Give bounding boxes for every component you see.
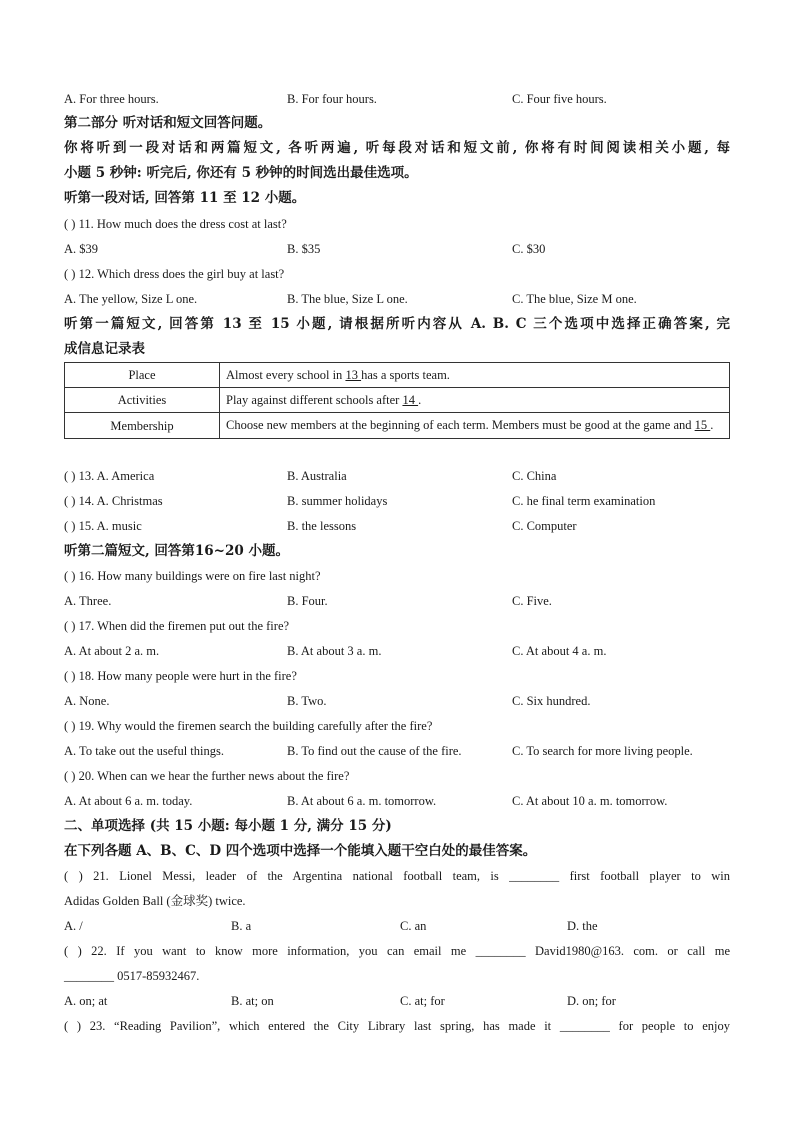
q12-option-a: A. The yellow, Size L one. (64, 292, 198, 306)
q15-option-c: C. Computer (512, 519, 577, 533)
q21-stem-line1: ( ) 21. Lionel Messi, leader of the Argentina national football team, is ________ first football player to win (64, 869, 730, 883)
single-choice-heading: 二、单项选择 (共 15 小题: 每小题 1 分, 满分 15 分) (64, 818, 392, 834)
q21-option-a: A. / (64, 919, 83, 933)
q21-option-d: D. the (567, 919, 598, 933)
q23-stem-line1: ( ) 23. “Reading Pavilion”, which entered the City Library last spring, has made it ________ for people to enjoy (64, 1019, 730, 1033)
q19-option-a: A. To take out the useful things. (64, 744, 224, 758)
q17-option-c: C. At about 4 a. m. (512, 644, 607, 658)
q16-stem: ( ) 16. How many buildings were on fire last night? (64, 569, 321, 583)
q11-option-b: B. $35 (287, 242, 321, 256)
part2-instructions-line1: 你将听到一段对话和两篇短文, 各听两遍, 听每段对话和短文前, 你将有时间阅读相关小题, 每 (64, 140, 730, 156)
place-text-pre: Almost every school in (226, 368, 346, 382)
q20-stem: ( ) 20. When can we hear the further news about the fire? (64, 769, 350, 783)
q12-option-c: C. The blue, Size M one. (512, 292, 637, 306)
q16-option-c: C. Five. (512, 594, 552, 608)
q12-stem: ( ) 12. Which dress does the girl buy at last? (64, 267, 285, 281)
q20-option-c: C. At about 10 a. m. tomorrow. (512, 794, 668, 808)
passage1-heading-line1: 听第一篇短文, 回答第 13 至 15 小题, 请根据所听内容从 A. B. C 三个选项中选择正确答案, 完 (64, 316, 730, 332)
q22-stem-line2: ________ 0517-85932467. (64, 969, 200, 983)
place-label: Place (65, 363, 220, 388)
q12-option-b: B. The blue, Size L one. (287, 292, 408, 306)
q22-option-c: C. at; for (400, 994, 445, 1008)
q15-stem: ( ) 15. A. music (64, 519, 142, 533)
table-row-activities (65, 388, 730, 413)
q11-option-a: A. $39 (64, 242, 99, 256)
q22-option-b: B. at; on (231, 994, 274, 1008)
q21-option-c: C. an (400, 919, 427, 933)
q22-stem-line1: ( ) 22. If you want to know more information, you can email me ________ David1980@163. com. or call me (64, 944, 730, 958)
part2-heading: 第二部分 听对话和短文回答问题。 (64, 115, 272, 131)
q20-option-a: A. At about 6 a. m. today. (64, 794, 193, 808)
q17-stem: ( ) 17. When did the firemen put out the fire? (64, 619, 290, 633)
single-choice-instructions: 在下列各题 A、B、C、D 四个选项中选择一个能填入题干空白处的最佳答案。 (64, 843, 537, 859)
q10-option-c: C. Four five hours. (512, 92, 607, 106)
info-record-table (64, 362, 730, 439)
membership-label: Membership (65, 413, 220, 439)
q18-option-b: B. Two. (287, 694, 327, 708)
q18-stem: ( ) 18. How many people were hurt in the fire? (64, 669, 297, 683)
q21-stem-line2: Adidas Golden Ball (金球奖) twice. (64, 894, 246, 908)
q14-option-b: B. summer holidays (287, 494, 388, 508)
q20-option-b: B. At about 6 a. m. tomorrow. (287, 794, 437, 808)
activities-text-post: . (418, 393, 422, 407)
activities-value (220, 388, 730, 413)
membership-text-pre: Choose new members at the beginning of each term. Members must be good at the game and (226, 418, 695, 432)
q10-option-a: A. For three hours. (64, 92, 159, 106)
q16-option-a: A. Three. (64, 594, 112, 608)
q15-option-b: B. the lessons (287, 519, 357, 533)
place-value (220, 363, 730, 388)
place-text-post: has a sports team. (361, 368, 450, 382)
passage2-heading: 听第二篇短文, 回答第16~20 小题。 (64, 543, 289, 559)
q11-option-c: C. $30 (512, 242, 546, 256)
q18-option-a: A. None. (64, 694, 110, 708)
table-row-membership (65, 413, 730, 439)
dialog-heading: 听第一段对话, 回答第 11 至 12 小题。 (64, 190, 306, 206)
q13-stem: ( ) 13. A. America (64, 469, 155, 483)
q17-option-b: B. At about 3 a. m. (287, 644, 382, 658)
q16-option-b: B. Four. (287, 594, 328, 608)
q19-option-b: B. To find out the cause of the fire. (287, 744, 462, 758)
q22-option-d: D. on; for (567, 994, 616, 1008)
q17-option-a: A. At about 2 a. m. (64, 644, 160, 658)
q19-stem: ( ) 19. Why would the firemen search the building carefully after the fire? (64, 719, 433, 733)
q21-option-b: B. a (231, 919, 252, 933)
membership-text-post: . (710, 418, 714, 432)
activities-label: Activities (65, 388, 220, 413)
q14-stem: ( ) 14. A. Christmas (64, 494, 163, 508)
part2-instructions-line2: 小题 5 秒钟: 听完后, 你还有 5 秒钟的时间选出最佳选项。 (64, 165, 418, 181)
table-row-place (65, 363, 730, 388)
q11-stem: ( ) 11. How much does the dress cost at last? (64, 217, 287, 231)
q14-option-c: C. he final term examination (512, 494, 656, 508)
activities-text-pre: Play against different schools after (226, 393, 403, 407)
q13-option-b: B. Australia (287, 469, 347, 483)
q18-option-c: C. Six hundred. (512, 694, 591, 708)
blank-15: 15 (694, 418, 711, 432)
membership-value (220, 413, 730, 439)
blank-13: 13 (345, 368, 362, 382)
q22-option-a: A. on; at (64, 994, 108, 1008)
passage1-heading-line2: 成信息记录表 (64, 341, 145, 357)
q19-option-c: C. To search for more living people. (512, 744, 693, 758)
blank-14: 14 (402, 393, 419, 407)
q10-option-b: B. For four hours. (287, 92, 377, 106)
q13-option-c: C. China (512, 469, 557, 483)
